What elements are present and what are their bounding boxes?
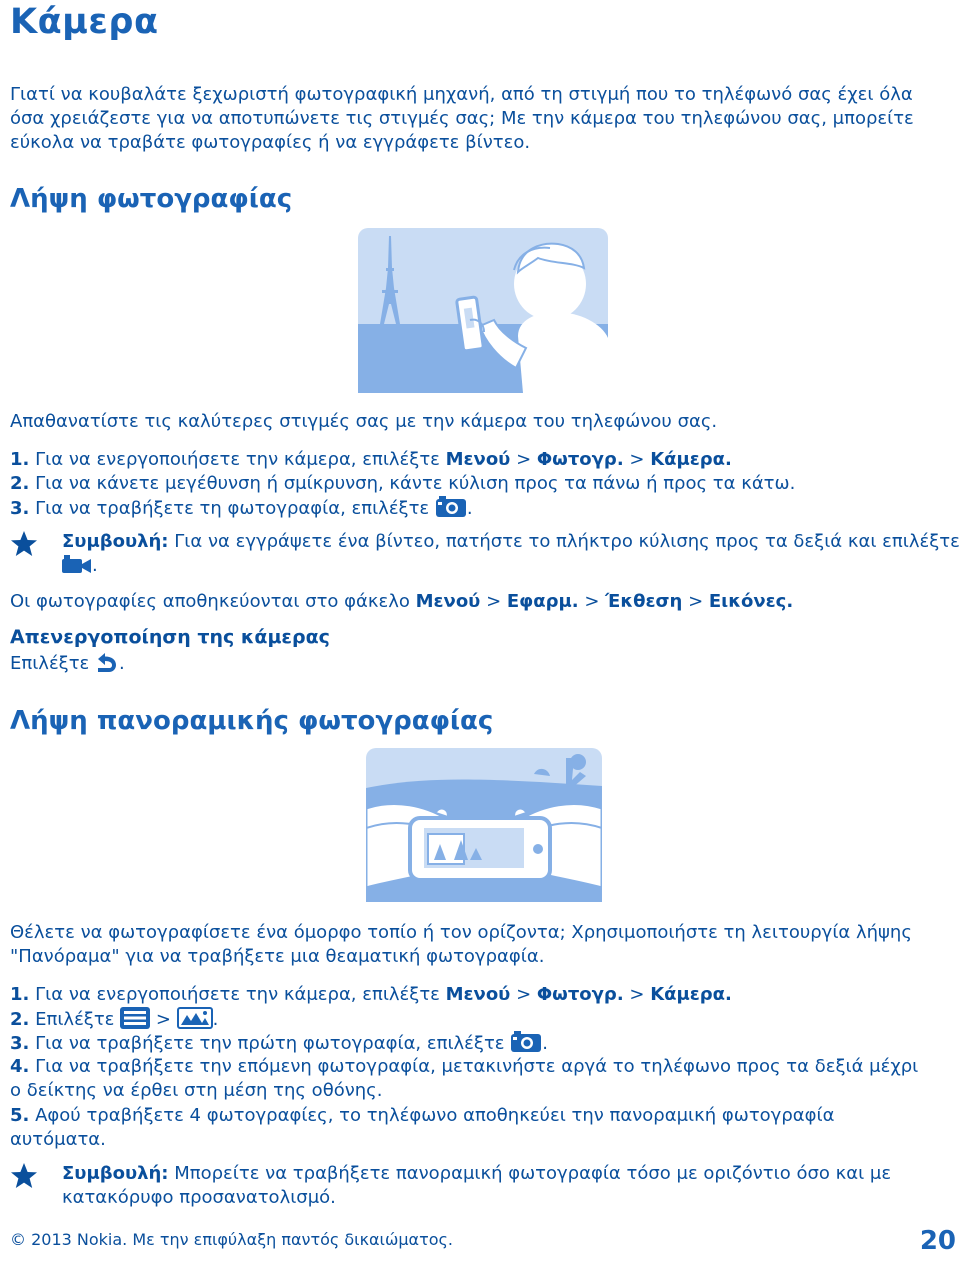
section2-step-2: 2. Επιλέξτε > . [10,1009,219,1030]
panorama-icon [177,1007,213,1029]
section2-step-4-line-2: ο δείκτης να έρθει στη μέση της οθόνης. [10,1080,383,1101]
section1-caption: Απαθανατίστε τις καλύτερες στιγμές σας με την κάμερα του τηλεφώνου σας. [10,411,718,432]
section1-step-2: 2. Για να κάνετε μεγέθυνση ή σμίκρυνση, κάντε κύλιση προς τα πάνω ή προς τα κάτω. [10,473,796,494]
panorama-illustration [366,748,602,902]
tip-panorama-orientation: Συμβουλή: Μπορείτε να τραβήξετε πανοραμική φωτογραφία τόσο με οριζόντιο όσο και με κατακόρυφο προσανατολισμό. [10,1162,960,1212]
section1-step-3: 3. Για να τραβήξετε τη φωτογραφία, επιλέξτε . [10,498,473,519]
page-number: 20 [919,1226,956,1256]
section2-step-4-line-1: 4. Για να τραβήξετε την επόμενη φωτογραφία, μετακινήστε αργά το τηλέφωνο προς τα δεξιά μέχρι [10,1056,919,1077]
star-icon [10,530,38,558]
menu-path-photos: Φωτογρ. [536,449,624,470]
section-heading-take-photo: Λήψη φωτογραφίας [10,184,293,214]
section2-intro-line-2: "Πανόραμα" για να τραβήξετε μια θεαματική φωτογραφία. [10,946,545,967]
intro-line-1: Γιατί να κουβαλάτε ξεχωριστή φωτογραφική μηχανή, από τη στιγμή που το τηλέφωνό σας έχει όλα [10,84,913,105]
deactivate-instruction: Επιλέξτε . [10,653,125,674]
back-arrow-icon [95,651,119,673]
menu-path-menu: Μενού [445,449,511,470]
menu-path-camera: Κάμερα [650,449,726,470]
menu-icon [120,1007,150,1029]
subheading-deactivate-camera: Απενεργοποίηση της κάμερας [10,626,330,648]
section1-step-1: 1. Για να ενεργοποιήσετε την κάμερα, επιλέξτε Μενού > Φωτογρ. > Κάμερα. [10,449,732,470]
camera-icon [435,496,467,518]
section2-step-5-line-2: αυτόματα. [10,1129,106,1150]
section2-step-3: 3. Για να τραβήξετε την πρώτη φωτογραφία, επιλέξτε . [10,1033,548,1054]
taking-photo-illustration [358,228,608,393]
copyright-footer: © 2013 Nokia. Με την επιφύλαξη παντός δικαιώματος. [10,1230,453,1249]
section2-step-1: 1. Για να ενεργοποιήσετε την κάμερα, επιλέξτε Μενού > Φωτογρ. > Κάμερα. [10,984,732,1005]
camera-icon [510,1031,542,1053]
photos-saved-location: Οι φωτογραφίες αποθηκεύονται στο φάκελο Μενού > Εφαρμ. > Έκθεση > Εικόνες. [10,591,794,612]
section2-step-5-line-1: 5. Αφού τραβήξετε 4 φωτογραφίες, το τηλέφωνο αποθηκεύει την πανοραμική φωτογραφία [10,1105,835,1126]
section-heading-panorama: Λήψη πανοραμικής φωτογραφίας [10,706,494,736]
intro-line-2: όσα χρειάζεστε για να αποτυπώνετε τις στιγμές σας; Με την κάμερα του τηλεφώνου σας, μπορείτε [10,108,914,129]
tip-record-video: Συμβουλή: Για να εγγράψετε ένα βίντεο, πατήστε το πλήκτρο κύλισης προς τα δεξιά και επιλέξτε . [10,530,960,582]
section2-intro-line-1: Θέλετε να φωτογραφίσετε ένα όμορφο τοπίο ή τον ορίζοντα; Χρησιμοποιήστε τη λειτουργία λήψης [10,922,912,943]
star-icon [10,1162,38,1190]
video-camera-icon [62,555,92,575]
page-title: Κάμερα [10,2,159,42]
intro-line-3: εύκολα να τραβάτε φωτογραφίες ή να εγγράφετε βίντεο. [10,132,531,153]
